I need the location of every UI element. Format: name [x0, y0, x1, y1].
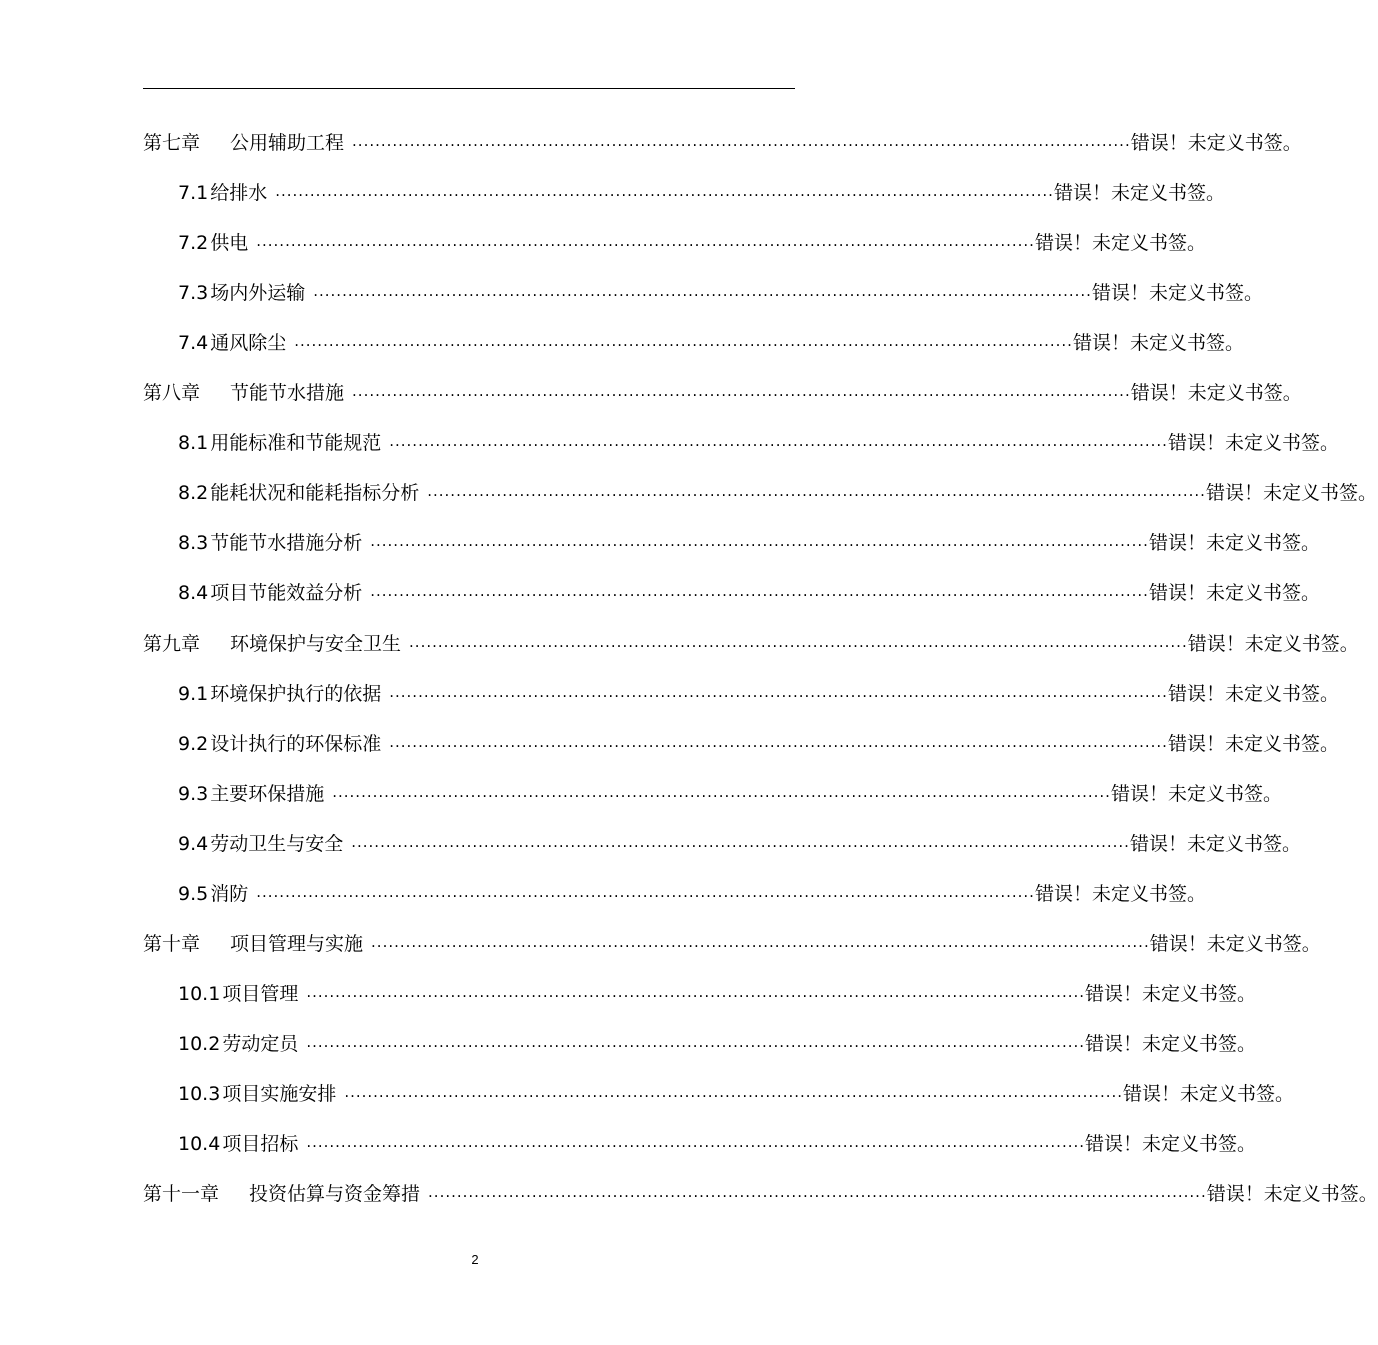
toc-entry-number: 10.3 — [178, 1082, 221, 1105]
toc-entry-number: 10.4 — [178, 1132, 221, 1155]
toc-page-reference: 错误！未定义书签。 — [1034, 231, 1206, 254]
toc-leader-dots — [370, 526, 1149, 556]
toc-entry-label — [178, 478, 419, 505]
toc-leader-dots-text: ....................................................................................................................................... — [306, 983, 1086, 1001]
toc-chapter-entry[interactable] — [143, 1177, 1378, 1207]
toc-section-entry[interactable] — [178, 426, 1339, 456]
toc-entry-label — [178, 879, 248, 906]
toc-entry-title: 项目节能效益分析 — [210, 581, 363, 604]
toc-entry-title: 节能节水措施 — [230, 381, 345, 404]
toc-entry-label — [178, 729, 381, 756]
toc-leader-dots-text: ....................................................................................................................................... — [344, 1083, 1124, 1101]
toc-entry-label — [178, 1029, 298, 1056]
toc-entry-title: 给排水 — [210, 181, 268, 204]
toc-entry-title: 劳动定员 — [222, 1032, 299, 1055]
toc-entry-title: 节能节水措施分析 — [210, 531, 363, 554]
toc-section-entry[interactable] — [178, 877, 1206, 907]
toc-leader-dots — [275, 176, 1054, 206]
toc-leader-dots — [256, 877, 1035, 907]
toc-entry-title: 投资估算与资金筹措 — [249, 1182, 421, 1205]
toc-leader-dots-text: ....................................................................................................................................... — [370, 532, 1149, 550]
toc-entry-label — [143, 1179, 420, 1206]
toc-entry-label — [178, 1129, 298, 1156]
toc-chapter-entry[interactable] — [143, 126, 1302, 156]
toc-leader-dots-text: ....................................................................................................................................... — [389, 432, 1168, 450]
toc-entry-label — [143, 128, 344, 155]
toc-leader-dots-text: ....................................................................................................................................... — [409, 633, 1188, 651]
toc-leader-dots-text: ....................................................................................................................................... — [389, 733, 1168, 751]
toc-entry-label — [178, 779, 324, 806]
toc-section-entry[interactable] — [178, 476, 1377, 506]
toc-entry-title: 供电 — [210, 231, 249, 254]
toc-entry-label — [178, 679, 381, 706]
toc-page-reference: 错误！未定义书签。 — [1148, 581, 1320, 604]
toc-page-reference: 错误！未定义书签。 — [1130, 131, 1302, 154]
toc-entry-label — [178, 1079, 336, 1106]
toc-leader-dots-text: ....................................................................................................................................... — [371, 933, 1150, 951]
toc-section-entry[interactable] — [178, 1077, 1295, 1107]
toc-page-reference: 错误！未定义书签。 — [1149, 932, 1321, 955]
toc-entry-title: 场内外运输 — [210, 281, 306, 304]
toc-entry-number: 9.2 — [178, 732, 209, 755]
toc-entry-number: 第九章 — [143, 632, 201, 655]
toc-section-entry[interactable] — [178, 526, 1320, 556]
toc-section-entry[interactable] — [178, 1027, 1257, 1057]
toc-leader-dots-text: ....................................................................................................................................... — [351, 833, 1130, 851]
toc-entry-number: 7.3 — [178, 281, 209, 304]
toc-page-reference: 错误！未定义书签。 — [1091, 281, 1263, 304]
toc-entry-number: 第十章 — [143, 932, 201, 955]
toc-section-entry[interactable] — [178, 827, 1301, 857]
toc-leader-dots-text: ....................................................................................................................................... — [332, 783, 1111, 801]
toc-entry-label — [178, 578, 362, 605]
toc-page-reference: 错误！未定义书签。 — [1053, 181, 1225, 204]
toc-entry-title: 主要环保措施 — [210, 782, 325, 805]
toc-page-reference: 错误！未定义书签。 — [1085, 982, 1257, 1005]
toc-leader-dots-text: ....................................................................................................................................... — [275, 182, 1054, 200]
toc-page-reference: 错误！未定义书签。 — [1167, 682, 1339, 705]
toc-leader-dots — [256, 226, 1035, 256]
toc-leader-dots — [409, 627, 1188, 657]
toc-entry-title: 项目管理 — [222, 982, 299, 1005]
toc-leader-dots — [351, 827, 1130, 857]
toc-leader-dots-text: ....................................................................................................................................... — [370, 582, 1149, 600]
toc-page-reference: 错误！未定义书签。 — [1129, 832, 1301, 855]
toc-leader-dots — [294, 326, 1073, 356]
toc-page-reference: 错误！未定义书签。 — [1123, 1082, 1295, 1105]
toc-leader-dots — [306, 1127, 1085, 1157]
toc-leader-dots — [389, 727, 1168, 757]
toc-entry-number: 第十一章 — [143, 1182, 220, 1205]
toc-page-reference: 错误！未定义书签。 — [1148, 531, 1320, 554]
toc-leader-dots-text: ....................................................................................................................................... — [294, 332, 1073, 350]
toc-leader-dots — [371, 927, 1150, 957]
toc-section-entry[interactable] — [178, 576, 1320, 606]
toc-entry-title: 通风除尘 — [210, 331, 287, 354]
toc-section-entry[interactable] — [178, 276, 1263, 306]
toc-leader-dots-text: ....................................................................................................................................... — [352, 132, 1131, 150]
toc-entry-label — [178, 829, 343, 856]
toc-entry-label — [178, 228, 248, 255]
toc-entry-title: 劳动卫生与安全 — [210, 832, 344, 855]
toc-entry-number: 第八章 — [143, 381, 201, 404]
toc-entry-title: 项目实施安排 — [222, 1082, 337, 1105]
toc-entry-number: 9.1 — [178, 682, 209, 705]
toc-leader-dots-text: ....................................................................................................................................... — [428, 1183, 1207, 1201]
toc-entry-label — [178, 278, 305, 305]
toc-page-reference: 错误！未定义书签。 — [1034, 882, 1206, 905]
toc-entry-title: 项目招标 — [222, 1132, 299, 1155]
toc-entry-title: 环境保护与安全卫生 — [230, 632, 402, 655]
toc-page-reference: 错误！未定义书签。 — [1085, 1132, 1257, 1155]
toc-chapter-entry[interactable] — [143, 627, 1359, 657]
toc-entry-title: 项目管理与实施 — [230, 932, 364, 955]
toc-entry-title: 能耗状况和能耗指标分析 — [210, 481, 420, 504]
toc-entry-label — [178, 979, 298, 1006]
toc-section-entry[interactable] — [178, 977, 1257, 1007]
toc-leader-dots — [370, 576, 1149, 606]
toc-section-entry[interactable] — [178, 777, 1282, 807]
page-number: 2 — [471, 1252, 479, 1267]
toc-entry-number: 8.3 — [178, 531, 209, 554]
toc-leader-dots — [352, 126, 1131, 156]
toc-entry-number: 9.5 — [178, 882, 209, 905]
header-rule — [143, 88, 795, 89]
toc-entry-number: 9.3 — [178, 782, 209, 805]
toc-leader-dots-text: ....................................................................................................................................... — [306, 1133, 1086, 1151]
toc-leader-dots-text: ....................................................................................................................................... — [256, 883, 1035, 901]
toc-entry-number: 7.1 — [178, 181, 209, 204]
toc-page-reference: 错误！未定义书签。 — [1110, 782, 1282, 805]
toc-entry-label — [143, 929, 363, 956]
toc-page-reference: 错误！未定义书签。 — [1167, 431, 1339, 454]
toc-leader-dots — [306, 1027, 1085, 1057]
toc-section-entry[interactable] — [178, 727, 1339, 757]
toc-page-reference: 错误！未定义书签。 — [1187, 632, 1359, 655]
toc-leader-dots — [352, 376, 1131, 406]
toc-entry-label — [178, 178, 267, 205]
toc-entry-label — [178, 528, 362, 555]
toc-leader-dots — [344, 1077, 1123, 1107]
toc-leader-dots — [428, 1177, 1207, 1207]
toc-entry-title: 公用辅助工程 — [230, 131, 345, 154]
toc-page-reference: 错误！未定义书签。 — [1205, 481, 1377, 504]
toc-entry-label — [178, 328, 286, 355]
toc-page-reference: 错误！未定义书签。 — [1072, 331, 1244, 354]
toc-entry-number: 8.4 — [178, 581, 209, 604]
toc-section-entry[interactable] — [178, 1127, 1257, 1157]
toc-page-reference: 错误！未定义书签。 — [1130, 381, 1302, 404]
toc-entry-label — [143, 378, 344, 405]
toc-entry-number: 10.2 — [178, 1032, 221, 1055]
toc-entry-number: 10.1 — [178, 982, 221, 1005]
toc-section-entry[interactable] — [178, 226, 1206, 256]
toc-leader-dots-text: ....................................................................................................................................... — [352, 382, 1131, 400]
toc-leader-dots-text: ....................................................................................................................................... — [427, 482, 1206, 500]
toc-leader-dots — [313, 276, 1092, 306]
toc-entry-number: 第七章 — [143, 131, 201, 154]
toc-section-entry[interactable] — [178, 326, 1244, 356]
toc-leader-dots — [389, 677, 1168, 707]
toc-chapter-entry[interactable] — [143, 927, 1321, 957]
toc-leader-dots-text: ....................................................................................................................................... — [389, 683, 1168, 701]
toc-leader-dots — [332, 777, 1111, 807]
toc-entry-number: 7.4 — [178, 331, 209, 354]
toc-entry-label — [143, 629, 401, 656]
toc-leader-dots — [427, 476, 1206, 506]
toc-entry-label — [178, 428, 381, 455]
toc-page-reference: 错误！未定义书签。 — [1085, 1032, 1257, 1055]
toc-entry-title: 设计执行的环保标准 — [210, 732, 382, 755]
toc-page-reference: 错误！未定义书签。 — [1167, 732, 1339, 755]
toc-page-reference: 错误！未定义书签。 — [1206, 1182, 1378, 1205]
toc-entry-number: 7.2 — [178, 231, 209, 254]
toc-section-entry[interactable] — [178, 176, 1225, 206]
toc-leader-dots-text: ....................................................................................................................................... — [306, 1033, 1086, 1051]
toc-leader-dots — [389, 426, 1168, 456]
toc-entry-number: 9.4 — [178, 832, 209, 855]
toc-entry-title: 消防 — [210, 882, 249, 905]
toc-section-entry[interactable] — [178, 677, 1339, 707]
toc-entry-number: 8.1 — [178, 431, 209, 454]
toc-leader-dots — [306, 977, 1085, 1007]
toc-leader-dots-text: ....................................................................................................................................... — [313, 282, 1092, 300]
toc-leader-dots-text: ....................................................................................................................................... — [256, 232, 1035, 250]
toc-entry-number: 8.2 — [178, 481, 209, 504]
toc-entry-title: 环境保护执行的依据 — [210, 682, 382, 705]
toc-chapter-entry[interactable] — [143, 376, 1302, 406]
toc-entry-title: 用能标准和节能规范 — [210, 431, 382, 454]
